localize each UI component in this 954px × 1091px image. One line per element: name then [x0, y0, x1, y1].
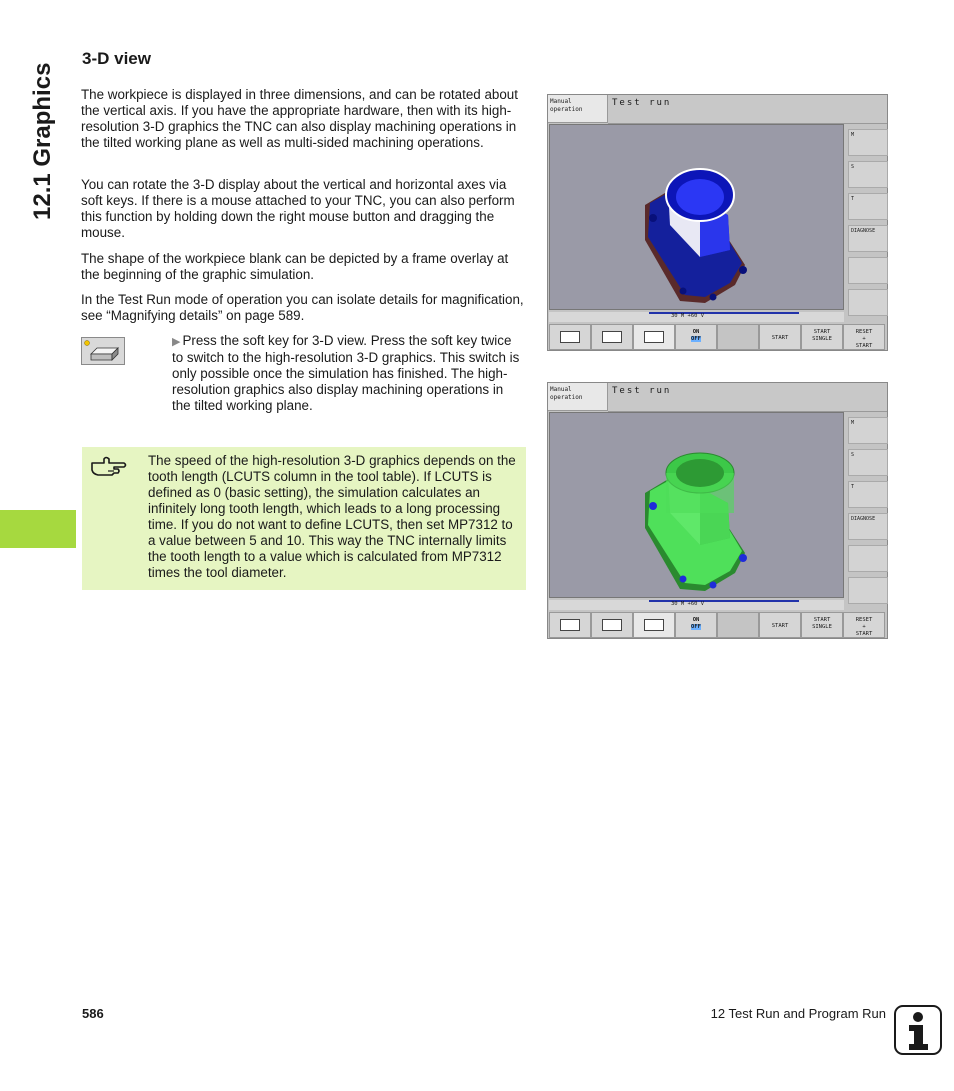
screen-title: Test run: [612, 98, 672, 108]
softkey-diagnose[interactable]: [848, 513, 888, 540]
paragraph: In the Test Run mode of operation you can isolate details for magnification, see “Magnifying details” on page 589.: [81, 292, 524, 323]
softkey-label: S: [851, 164, 855, 170]
softkey-empty[interactable]: [848, 545, 888, 572]
mode-line: Manual: [550, 386, 572, 393]
softkey-view-planes[interactable]: [591, 612, 633, 638]
softkey-label: M: [851, 132, 855, 138]
softkey-reset-start[interactable]: [843, 612, 885, 638]
softkey-block-scan[interactable]: [675, 324, 717, 350]
vertical-softkeys: [846, 124, 888, 322]
horizontal-softkeys: [549, 612, 887, 638]
tnc-screenshot-blue: [547, 94, 888, 351]
softkey-t[interactable]: [848, 193, 888, 220]
softkey-s[interactable]: [848, 161, 888, 188]
softkey-m[interactable]: [848, 129, 888, 156]
workpiece-3d-model: [645, 169, 747, 303]
paragraph: The workpiece is displayed in three dimensions, and can be rotated about the vertical axis. If you have the appropriate hardware, then with its high-resolution 3-D graphics the TNC can also display machining operations in the tilted working plane as well as multi-sided machining operations.: [81, 87, 518, 150]
start-single-label: START: [813, 617, 831, 623]
softkey-start[interactable]: [759, 612, 801, 638]
start-single-label: SINGLE: [812, 336, 832, 342]
graphics-view: [549, 124, 844, 310]
softkey-empty[interactable]: [848, 257, 888, 284]
softkey-label: DIAGNOSE: [851, 228, 876, 234]
softkey-label: DIAGNOSE: [851, 516, 876, 522]
mode-line: operation: [550, 106, 583, 113]
softkey-empty: [717, 612, 759, 638]
softkey-reset-start[interactable]: [843, 324, 885, 350]
softkey-empty: [717, 324, 759, 350]
softkey-start-single[interactable]: [801, 612, 843, 638]
chapter-tab-marker: [0, 510, 76, 548]
title-bar: [608, 383, 887, 412]
step-arrow-icon: ▶: [172, 336, 181, 348]
start-single-label: SINGLE: [812, 624, 832, 630]
softkey-view-3d[interactable]: [633, 612, 675, 638]
reset-label: START: [855, 631, 873, 637]
mode-line: Manual: [550, 98, 572, 105]
tnc-screenshot-green: [547, 382, 888, 639]
horizontal-softkeys: [549, 324, 887, 350]
info-icon: [893, 1004, 943, 1056]
start-single-label: START: [813, 329, 831, 335]
screen-title: Test run: [612, 386, 672, 396]
softkey-view-planes[interactable]: [591, 324, 633, 350]
on-label: ON: [692, 329, 700, 335]
reset-label: +: [862, 336, 866, 342]
mode-label: [548, 95, 608, 123]
softkey-view-plan[interactable]: [549, 612, 591, 638]
reset-label: START: [855, 343, 873, 349]
softkey-empty[interactable]: [848, 577, 888, 604]
instruction-step: [172, 333, 524, 414]
status-bar: [549, 312, 844, 322]
workpiece-3d-model: [645, 453, 747, 591]
softkey-start[interactable]: [759, 324, 801, 350]
softkey-s[interactable]: [848, 449, 888, 476]
status-text: 30 M +60 V: [671, 313, 705, 319]
step-text: Press the soft key for 3-D view. Press the soft key twice to switch to the high-resolution 3-D graphics. This switch is only possible once the simulation has finished. The high-resolution graphics also display machining operations in the tilted working plane.: [172, 333, 520, 413]
softkey-empty[interactable]: [848, 289, 888, 316]
softkey-label: T: [851, 484, 855, 490]
note-box: [82, 447, 526, 590]
reset-label: +: [862, 624, 866, 630]
chapter-footer: 12 Test Run and Program Run: [710, 1006, 886, 1021]
title-bar: [608, 95, 887, 124]
3d-view-softkey-icon: [81, 337, 125, 365]
reset-label: RESET: [855, 617, 873, 623]
start-label: START: [771, 335, 789, 341]
pointing-hand-icon: [90, 455, 130, 479]
on-label: ON: [692, 617, 700, 623]
mode-line: operation: [550, 394, 583, 401]
mode-label: [548, 383, 608, 411]
reset-label: RESET: [855, 329, 873, 335]
status-bar: [549, 600, 844, 610]
chapter-side-title: [6, 60, 62, 230]
softkey-label: M: [851, 420, 855, 426]
softkey-view-plan[interactable]: [549, 324, 591, 350]
vertical-softkeys: [846, 412, 888, 610]
paragraph: You can rotate the 3-D display about the vertical and horizontal axes via soft keys. If there is a mouse attached to your TNC, you can also perform this function by holding down the right mouse button and dragging the mouse.: [81, 177, 515, 240]
softkey-start-single[interactable]: [801, 324, 843, 350]
chapter-side-title-text: 12.1 Graphics: [29, 62, 56, 220]
graphics-view: [549, 412, 844, 598]
softkey-view-3d[interactable]: [633, 324, 675, 350]
softkey-t[interactable]: [848, 481, 888, 508]
off-label: OFF: [691, 336, 701, 342]
status-text: 30 M +60 V: [671, 601, 705, 607]
softkey-m[interactable]: [848, 417, 888, 444]
softkey-label: S: [851, 452, 855, 458]
softkey-label: T: [851, 196, 855, 202]
note-text: The speed of the high-resolution 3-D graphics depends on the tooth length (LCUTS column in the tool table). If LCUTS is defined as 0 (basic setting), the simulation calculates an infinitely long tooth length, which leads to a long processing time. If you do not want to define LCUTS, then set MP7312 to a value between 5 and 10. This way the TNC internally limits the tooth length to a value which is calculated from MP7312 times the tool diameter.: [148, 453, 516, 580]
softkey-diagnose[interactable]: [848, 225, 888, 252]
page-number: 586: [82, 1006, 104, 1021]
section-heading: 3-D view: [82, 49, 151, 68]
off-label: OFF: [691, 624, 701, 630]
paragraph: The shape of the workpiece blank can be depicted by a frame overlay at the beginning of the graphic simulation.: [81, 251, 509, 282]
softkey-block-scan[interactable]: [675, 612, 717, 638]
start-label: START: [771, 623, 789, 629]
